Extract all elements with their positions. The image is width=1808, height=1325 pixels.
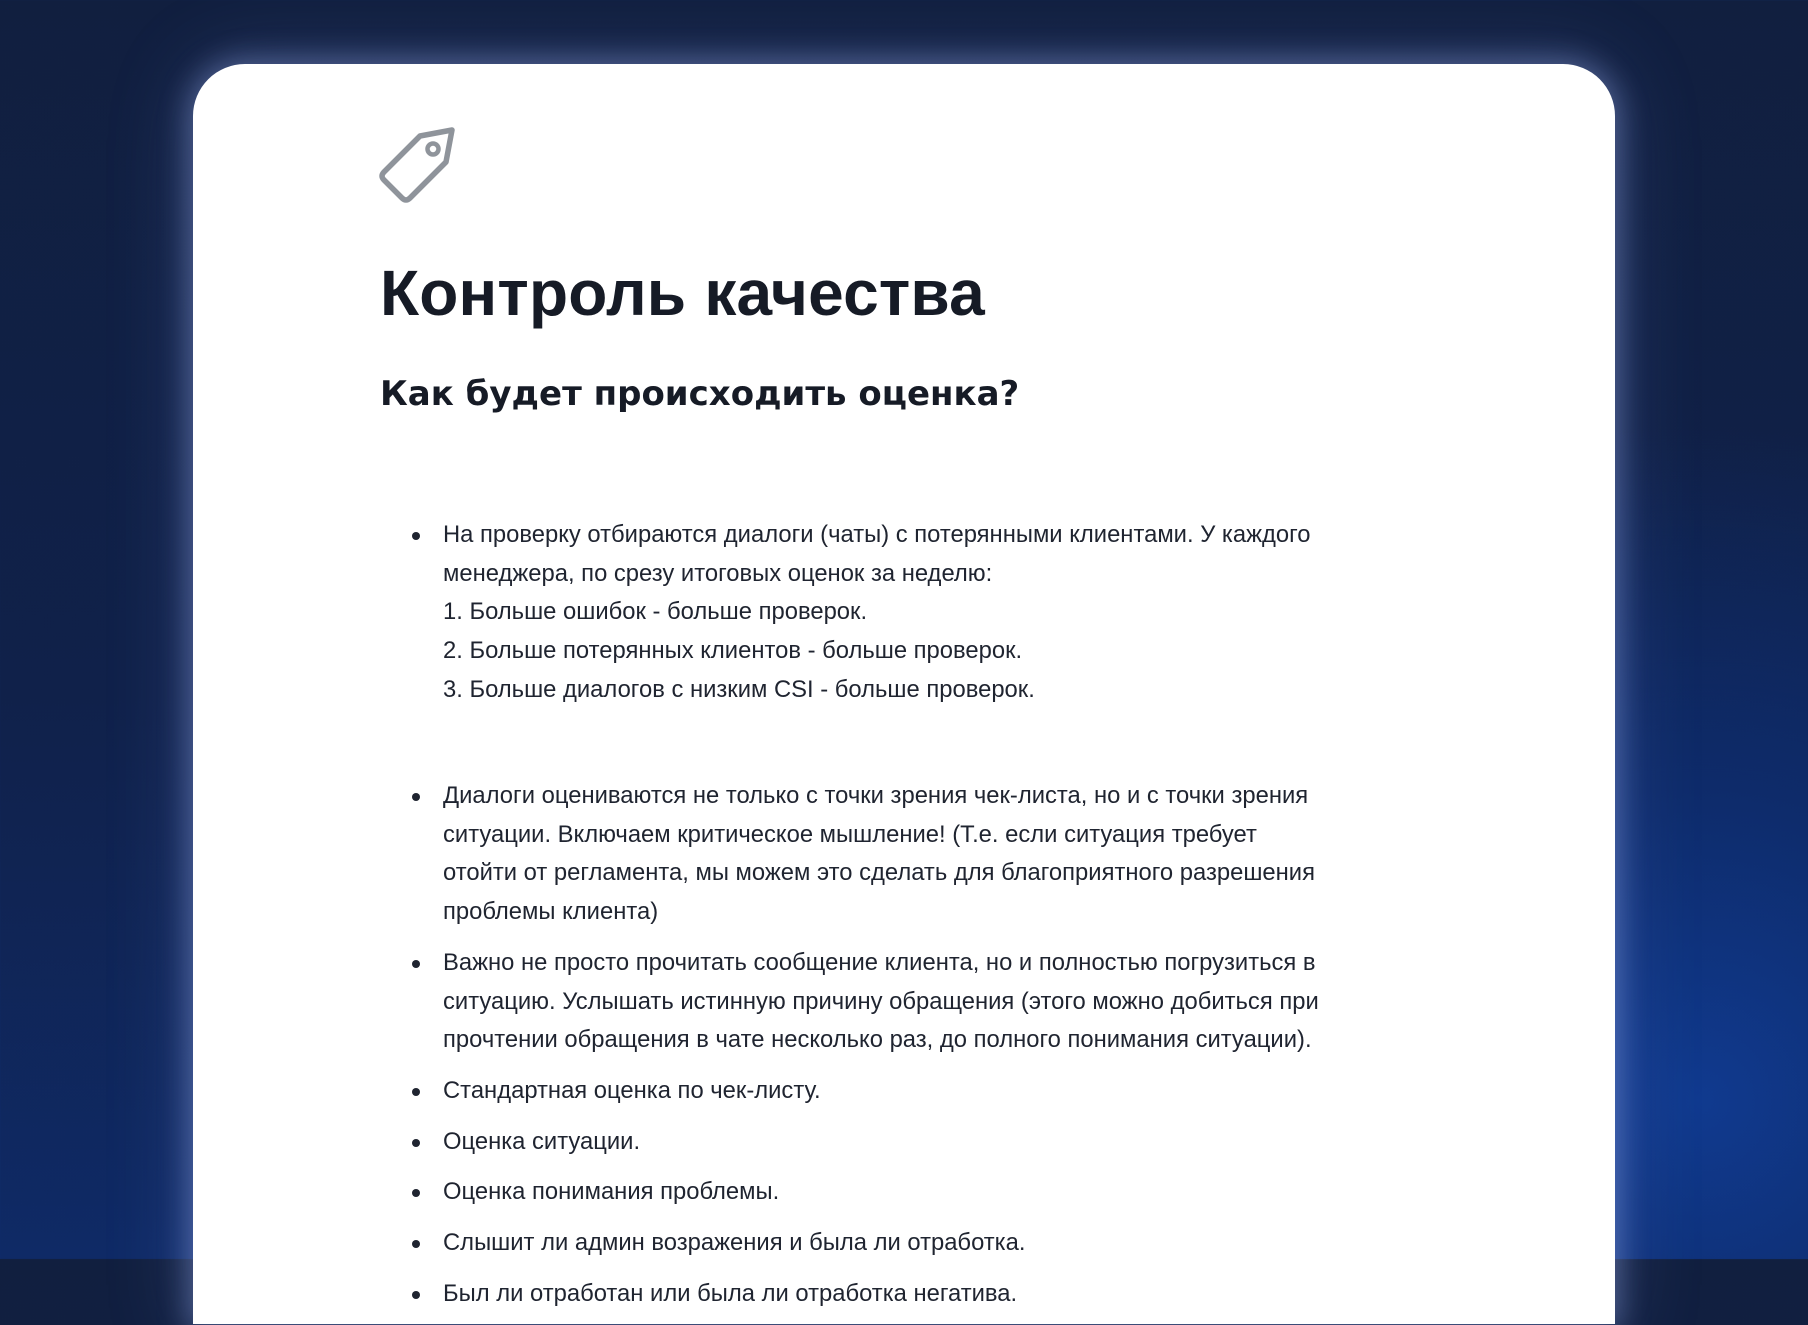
bullet-icon: [412, 960, 420, 968]
numbered-point: 3. Больше диалогов с низким CSI - больше проверок.: [443, 675, 1035, 703]
list-item-line: Оценка понимания проблемы.: [443, 1178, 780, 1206]
document-card: [193, 64, 1615, 1324]
list-item: [380, 944, 1440, 1060]
numbered-point: 2. Больше потерянных клиентов - больше проверок.: [443, 637, 1023, 665]
list-item-line: Был ли отработан или была ли отработка негатива.: [443, 1279, 1018, 1307]
bullet-icon: [412, 1088, 420, 1096]
bullet-icon: [412, 793, 420, 801]
list-item-line: Стандартная оценка по чек-листу.: [443, 1076, 821, 1104]
list-item-line: ситуации. Включаем критическое мышление! (Т.е. если ситуация требует: [443, 820, 1257, 848]
selection-criteria-list: [380, 516, 1440, 710]
list-item: [380, 1123, 1440, 1162]
page-title: Контроль качества: [380, 257, 985, 329]
list-item: [380, 777, 1440, 932]
list-item: [380, 1173, 1440, 1212]
list-item: [380, 1275, 1440, 1314]
bullet-icon: [412, 1291, 420, 1299]
section-heading: Как будет происходить оценка?: [380, 374, 1020, 414]
list-item-line: проблемы клиента): [443, 898, 659, 926]
list-item-line: прочтении обращения в чате несколько раз, до полного понимания ситуации).: [443, 1026, 1312, 1054]
list-item: [380, 1224, 1440, 1263]
bullet-icon: [412, 1240, 420, 1248]
numbered-point: 1. Больше ошибок - больше проверок.: [443, 598, 868, 626]
list-item: [380, 1072, 1440, 1111]
bullet-icon: [412, 1189, 420, 1197]
list-item-line: менеджера, по срезу итоговых оценок за неделю:: [443, 559, 993, 587]
list-item-line: Диалоги оцениваются не только с точки зрения чек-листа, но и с точки зрения: [443, 782, 1309, 809]
list-item: [380, 516, 1440, 710]
list-item-line: Оценка ситуации.: [443, 1127, 641, 1155]
list-item-line: ситуацию. Услышать истинную причину обращения (этого можно добиться при: [443, 987, 1319, 1015]
bullet-icon: [412, 1139, 420, 1147]
list-item-line: отойти от регламента, мы можем это сделать для благоприятного разрешения: [443, 859, 1315, 887]
evaluation-principles-list: [380, 777, 1440, 1325]
list-item-line: Слышит ли админ возражения и была ли отработка.: [443, 1229, 1026, 1257]
tag-icon: [376, 116, 466, 206]
list-item-line: На проверку отбираются диалоги (чаты) с потерянными клиентами. У каждого: [443, 521, 1311, 548]
bullet-icon: [412, 532, 420, 540]
list-item-line: Важно не просто прочитать сообщение клиента, но и полностью погрузиться в: [443, 948, 1316, 976]
